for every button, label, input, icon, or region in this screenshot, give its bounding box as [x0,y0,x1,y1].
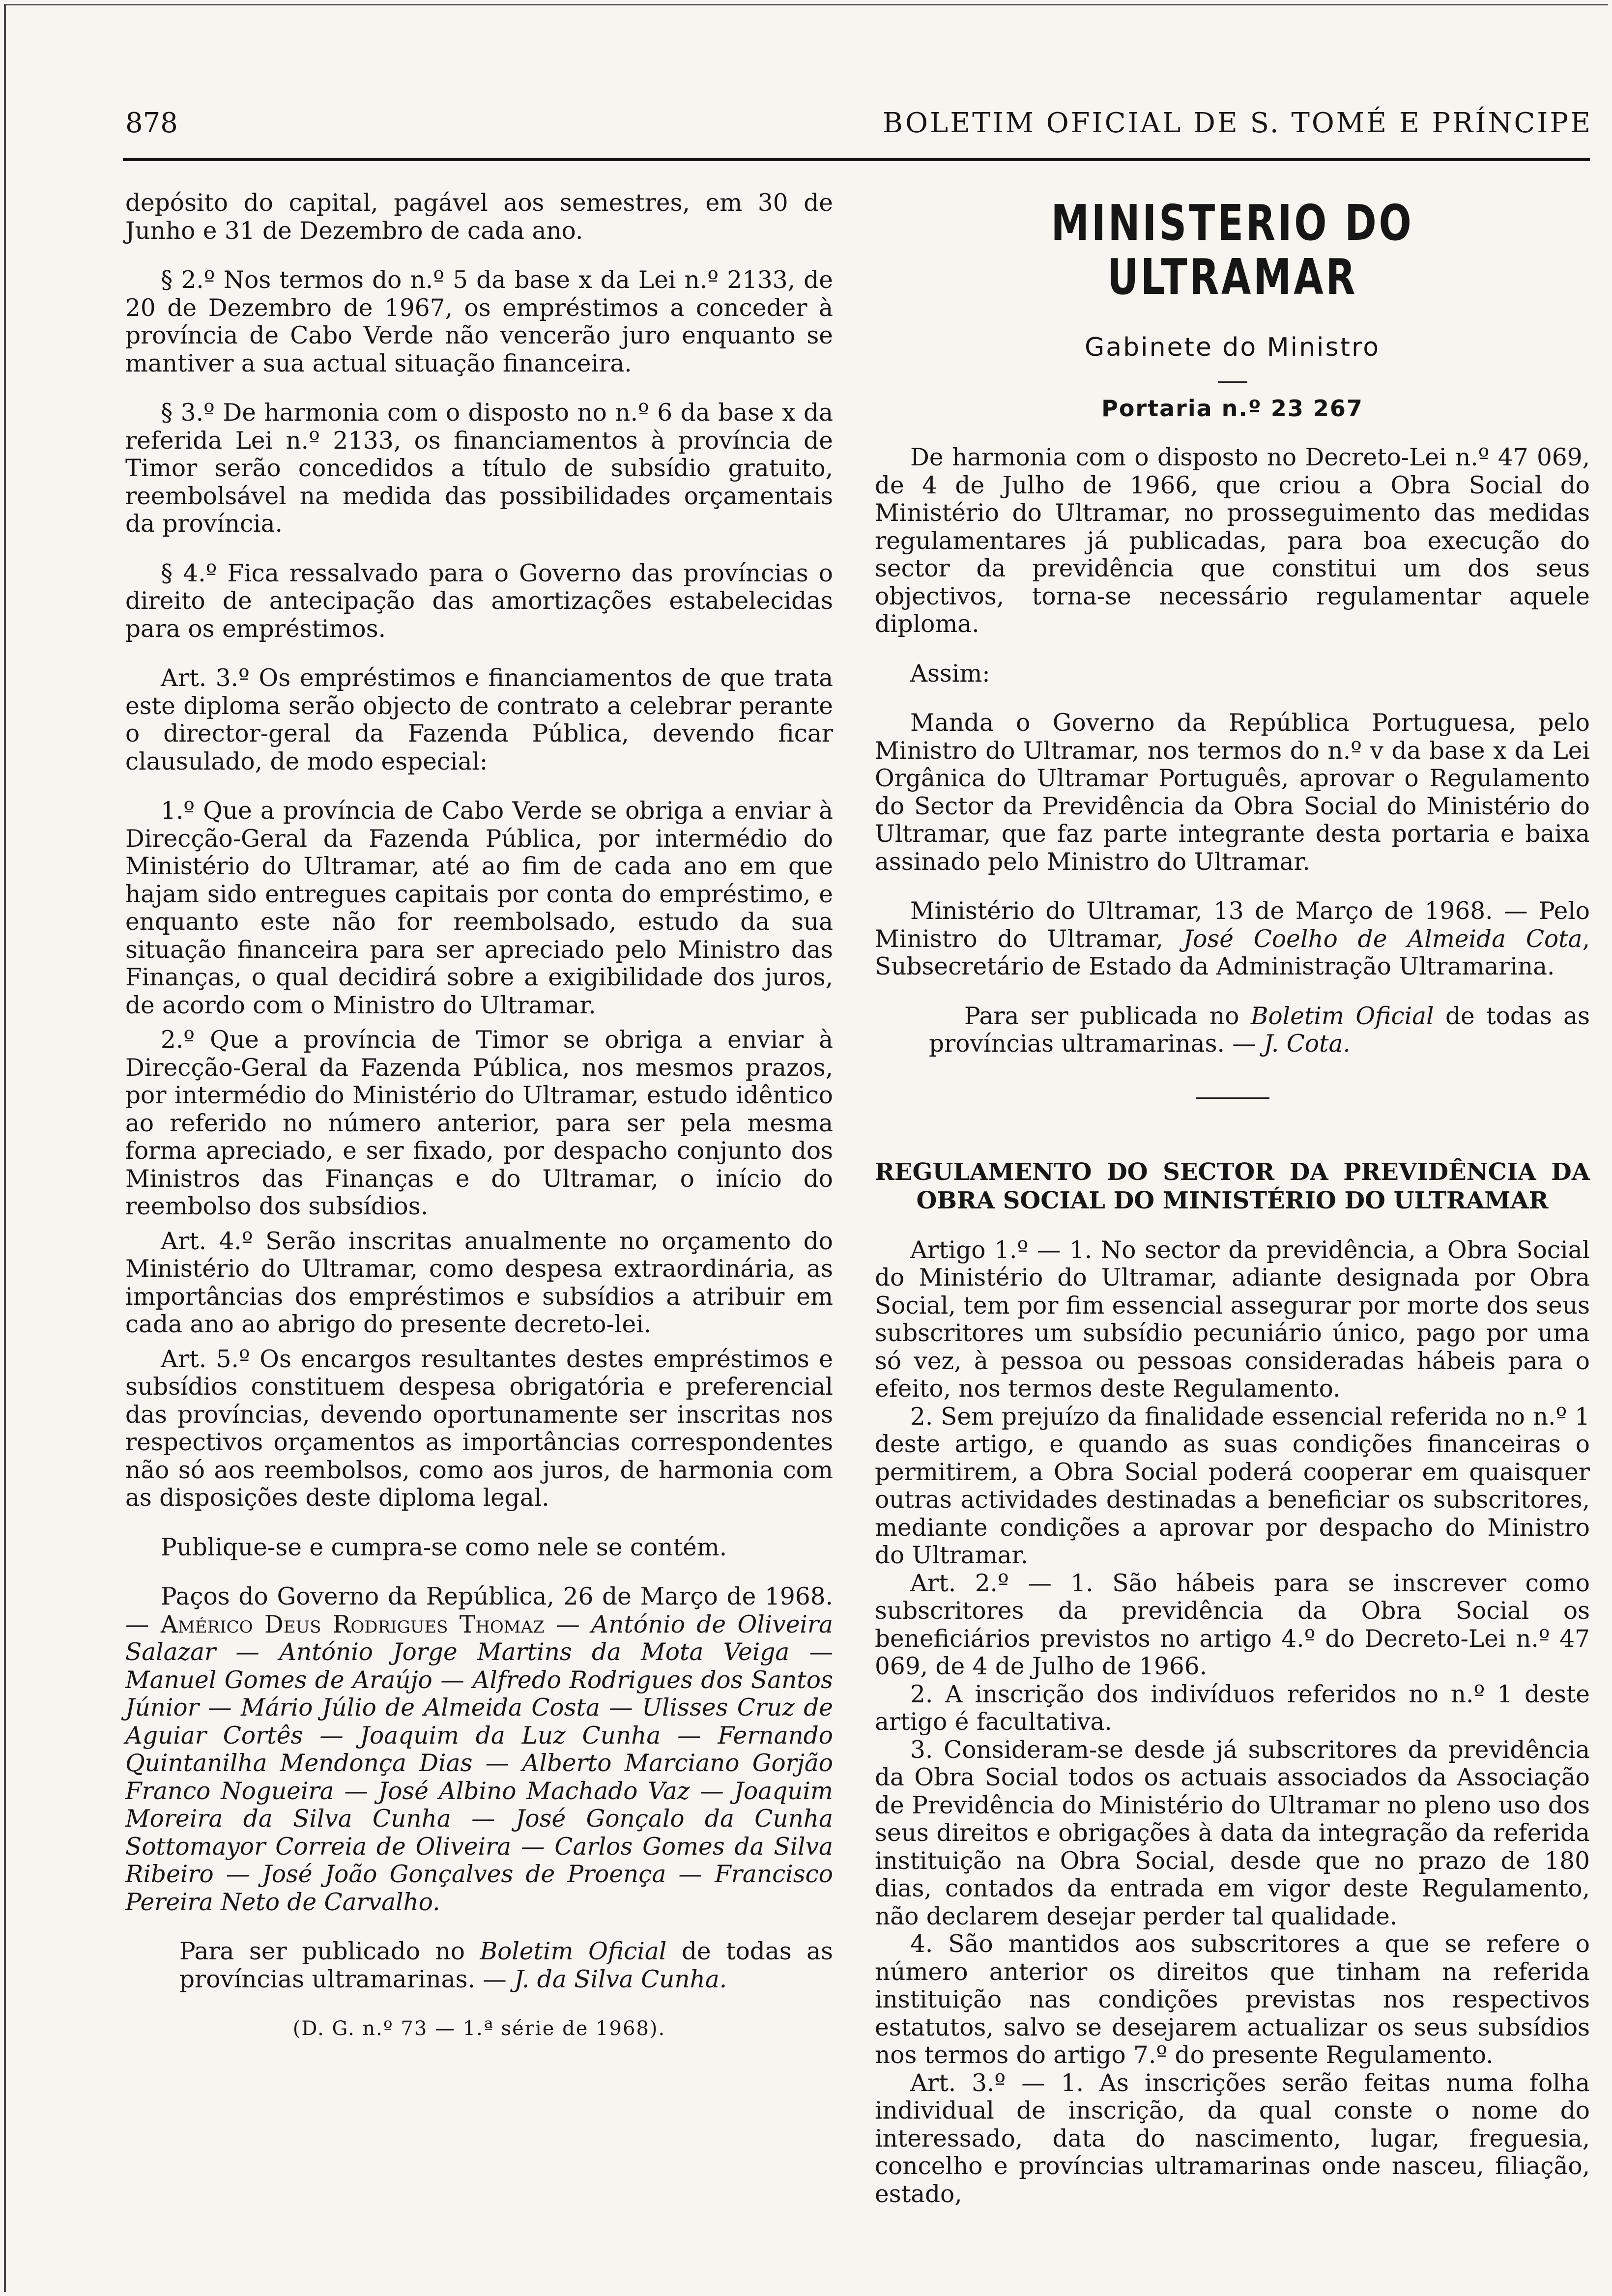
paragraph-publicada [875,1003,1590,1058]
paragraph-assim: Assim: [910,660,990,688]
pub-note-a: Para ser publicado no [179,1938,480,1965]
pub-note-bulletin: Boletim Oficial [480,1938,667,1965]
header-rule [123,158,1590,161]
ministry-date-c: , Subsecretário de Estado da Administração Ultramarina. [875,925,1590,980]
paragraph-publish: Publique-se e cumpra-se como nele se contém. [161,1533,727,1561]
page-header [125,103,1592,147]
signature-ministers: — António de Oliveira Salazar — António Jorge Martins da Mota Veiga — Manuel Gomes de Araújo — Alfredo Rodrigues dos Santos Júnior — Mário Júlio de Almeida Costa — Ulisses Cruz de Aguiar Cortês — Joaquim da Luz Cunha — Fernando Quintanilha Mendonça Dias — Alberto Marciano Gorjão Franco Nogueira — José Albino Machado Vaz — Joaquim Moreira da Silva Cunha — José Gonçalo da Cunha Sottomayor Correia de Oliveira — Carlos Gomes da Silva Ribeiro — José João Gonçalves de Proença — Francisco Pereira Neto de Carvalho. [125,1610,834,1916]
signature-date: Paços do Governo da República, 26 de Março de 1968. — [125,1583,833,1638]
paragraph-artigo-2-4: 4. São mantidos aos subscritores a que se refere o número anterior os direitos que tinham na referida instituição nas condições previstas nos respectivos estatutos, salvo se desejarem actualizar os seus subsídios nos termos do artigo 7.º do presente Regulamento. [875,1930,1590,2069]
paragraph-section-4: § 4.º Fica ressalvado para o Governo das províncias o direito de antecipação das amortizações estabelecidas para os empréstimos. [125,559,833,643]
paragraph-artigo-2-3: 3. Consideram-se desde já subscritores da previdência da Obra Social todos os actuais associados da Associação de Previdência do Ministério do Ultramar no pleno uso dos seus direitos e obrigações à data da integração da referida instituição na Obra Social, desde que no prazo de 180 dias, contados da entrada em vigor deste Regulamento, não declarem desejar perder tal qualidade. [875,1736,1590,1930]
publicada-c: de todas as províncias ultramarinas. — [929,1002,1590,1058]
ministry-date-a: Ministério do Ultramar, 13 de Março de 1968. — Pelo Ministro do Ultramar, [875,897,1590,953]
left-column [125,189,833,2043]
paragraph-ministry-date [875,897,1590,981]
paragraph-signatures [125,1583,833,1916]
portaria-number: Portaria n.º 23 267 [1101,395,1363,422]
paragraph-artigo-2: Art. 2.º — 1. São hábeis para se inscrever como subscritores da previdência da Obra Social os beneficiários previstos no artigo 4.º do Decreto-Lei n.º 47 069, de 4 de Julho de 1966. [875,1569,1590,1680]
heading-dash [1218,381,1247,383]
paragraph-article-5: Art. 5.º Os encargos resultantes destes empréstimos e subsídios constituem despesa obrigatória e preferencial das províncias, devendo oportunamente ser inscritas nos respectivos orçamentos as importâncias correspondentes não só aos reembolsos, como aos juros, de harmonia com as disposições deste diploma legal. [125,1345,833,1512]
right-column [875,189,1590,2208]
cabinet-heading: Gabinete do Ministro [1084,333,1381,362]
paragraph-section-2: § 2.º Nos termos do n.º 5 da base x da Lei n.º 2133, de 20 de Dezembro de 1967, os empréstimos a conceder à província de Cabo Verde não vencerão juro enquanto se mantiver a sua actual situação financeira. [125,266,833,377]
ministry-date-signer: José Coelho de Almeida Cota [1183,925,1583,953]
paragraph-publication-note [125,1938,833,1993]
diario-reference: (D. G. n.º 73 — 1.ª série de 1968). [292,2017,666,2040]
page-number: 878 [125,107,178,139]
publicada-bulletin: Boletim Oficial [1250,1002,1434,1030]
section-rule [1196,1097,1269,1099]
paragraph-article-3: Art. 3.º Os empréstimos e financiamentos de que trata este diploma serão objecto de contrato a celebrar perante o director-geral da Fazenda Pública, devendo ficar clausulado, de modo especial: [125,664,833,775]
paragraph-artigo-1: Artigo 1.º — 1. No sector da previdência, a Obra Social do Ministério do Ultramar, adiante designada por Obra Social, tem por fim essencial assegurar por morte dos seus subscritores um subsídio pecuniário único, pago por uma só vez, à pessoa ou pessoas consideradas hábeis para o efeito, nos termos deste Regulamento. [875,1236,1590,1403]
paragraph-artigo-1-2: 2. Sem prejuízo da finalidade essencial referida no n.º 1 deste artigo, e quando as suas condições financeiras o permitirem, a Obra Social poderá cooperar em quaisquer outras actividades destinadas a beneficiar os subscritores, mediante condições a aprovar por despacho do Ministro do Ultramar. [875,1403,1590,1569]
running-title: BOLETIM OFICIAL DE S. TOMÉ E PRÍNCIPE [882,107,1592,139]
paragraph-article-4: Art. 4.º Serão inscritas anualmente no orçamento do Ministério do Ultramar, como despesa extraordinária, as importâncias dos empréstimos e subsídios a atribuir em cada ano ao abrigo do presente decreto-lei. [125,1227,833,1338]
pub-note-c: de todas as províncias ultramarinas. — [179,1938,833,1993]
paragraph-section-3: § 3.º De harmonia com o disposto no n.º 6 da base x da referida Lei n.º 2133, os financiamentos à província de Timor serão concedidos a título de subsídio gratuito, reembolsável na medida das possibilidades orçamentais da província. [125,399,833,538]
paragraph-item-2: 2.º Que a província de Timor se obriga a enviar à Direcção-Geral da Fazenda Pública, nos mesmos prazos, por intermédio do Ministério do Ultramar, estudo idêntico ao referido no número anterior, para ser pela mesma forma apreciado, e ser fixado, por despacho conjunto dos Ministros das Finanças e do Ultramar, o início do reembolso dos subsídios. [125,1026,833,1220]
ministry-heading: MINISTERIO DO ULTRAMAR [1051,194,1414,306]
pub-note-signer: J. da Silva Cunha. [514,1965,727,1993]
paragraph-deposit: depósito do capital, pagável aos semestres, em 30 de Junho e 31 de Dezembro de cada ano. [125,189,833,245]
paragraph-preamble: De harmonia com o disposto no Decreto-Lei n.º 47 069, de 4 de Julho de 1966, que criou a Obra Social do Ministério do Ultramar, no prosseguimento das medidas regulamentares já publicadas, para boa execução do sector da previdência que constitui um dos seus objectivos, torna-se necessário regulamentar aquele diploma. [875,444,1590,638]
paragraph-artigo-2-2: 2. A inscrição dos indivíduos referidos no n.º 1 deste artigo é facultativa. [875,1680,1590,1736]
publicada-signer: J. Cota. [1264,1030,1351,1058]
paragraph-manda: Manda o Governo da República Portuguesa, pelo Ministro do Ultramar, nos termos do n.º v da base x da Lei Orgânica do Ultramar Português, aprovar o Regulamento do Sector da Previdência da Obra Social do Ministério do Ultramar, que faz parte integrante desta portaria e baixa assinado pelo Ministro do Ultramar. [875,709,1590,876]
paragraph-item-1: 1.º Que a província de Cabo Verde se obriga a enviar à Direcção-Geral da Fazenda Pública, por intermédio do Ministério do Ultramar, até ao fim de cada ano em que hajam sido entregues capitais por conta do empréstimo, e enquanto este não for reembolsado, estudo da sua situação financeira para ser apreciado pelo Ministro das Finanças, o qual decidirá sobre a exigibilidade dos juros, de acordo com o Ministro do Ultramar. [125,797,833,1019]
paragraph-artigo-3: Art. 3.º — 1. As inscrições serão feitas numa folha individual de inscrição, da qual conste o nome do interessado, data do nascimento, lugar, freguesia, concelho e províncias ultramarinas onde nasceu, filiação, estado, [875,2069,1590,2208]
signature-president: Américo Deus Rodrigues Thomaz [160,1610,545,1638]
publicada-a: Para ser publicada no [964,1002,1251,1030]
regulation-title: REGULAMENTO DO SECTOR DA PREVIDÊNCIA DA OBRA SOCIAL DO MINISTÉRIO DO ULTRAMAR [875,1158,1590,1214]
